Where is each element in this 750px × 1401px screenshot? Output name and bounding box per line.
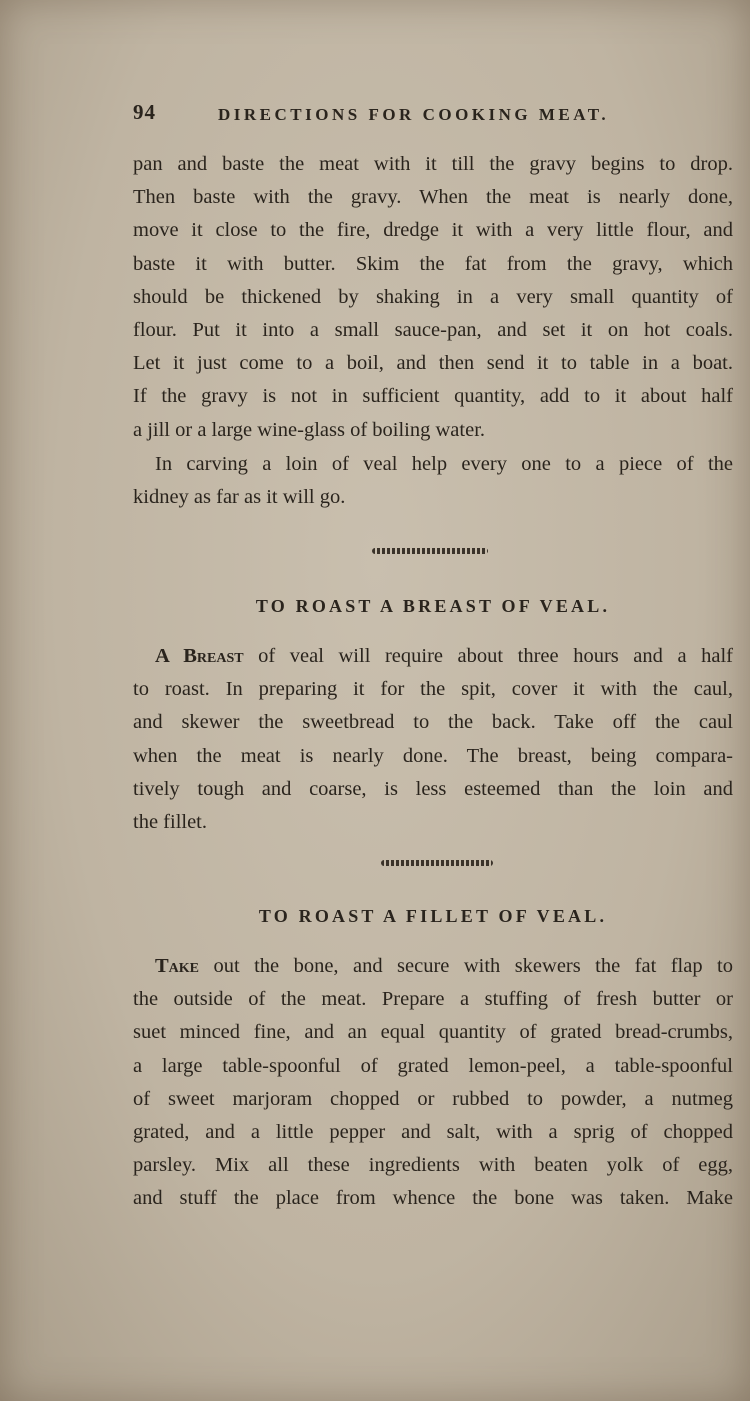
text-line: the fillet. [133,811,208,834]
text-line: and stuff the place from whence the bone was taken. Make [133,1187,733,1210]
text-line: grated, and a little pepper and salt, with a sprig of chopped [133,1121,733,1144]
page-number: 94 [133,100,156,124]
section-divider-ornament [381,860,493,866]
text-line: when the meat is nearly done. The breast, being compara- [133,744,733,767]
paragraph-fillet [133,950,733,1216]
text-line: suet minced fine, and an equal quantity of grated bread-crumbs, [133,1021,733,1044]
text-line: and skewer the sweetbread to the back. Take off the caul [133,711,733,734]
text-line: Then baste with the gravy. When the meat is nearly done, [133,186,733,209]
lead-small-caps: A Breast [155,645,244,667]
lead-small-caps: Take [155,955,200,977]
text-line: should be thickened by shaking in a very small quantity of [133,285,733,308]
text-line: If the gravy is not in sufficient quantity, add to it about half [133,385,733,408]
text-run: of veal will require about three hours and a half [243,645,733,667]
section-heading-breast: TO ROAST A BREAST OF VEAL. [255,596,611,616]
text-line [133,640,733,673]
text-run: out the bone, and secure with skewers the fat flap to [199,955,733,977]
paragraph-breast [133,640,733,839]
paragraph-carving [133,448,733,514]
running-head: DIRECTIONS FOR COOKING MEAT. [218,105,610,124]
text-line: a large table-spoonful of grated lemon-peel, a table-spoonful [133,1054,733,1077]
text-line [133,950,733,983]
text-line: the outside of the meat. Prepare a stuffing of fresh butter or [133,988,733,1011]
text-line: pan and baste the meat with it till the gravy begins to drop. [133,153,733,175]
text-line: parsley. Mix all these ingredients with beaten yolk of egg, [133,1154,733,1177]
text-line: In carving a loin of veal help every one to a piece of the [155,453,733,475]
text-line: move it close to the fire, dredge it with a very little flour, and [133,219,733,242]
text-line: of sweet marjoram chopped or rubbed to powder, a nutmeg [133,1087,733,1110]
paragraph-gravy [133,148,733,447]
text-line: Let it just come to a boil, and then send it to table in a boat. [133,352,733,375]
page-header [133,100,733,134]
text-line: to roast. In preparing it for the spit, cover it with the caul, [133,678,733,701]
text-line: flour. Put it into a small sauce-pan, and set it on hot coals. [133,319,733,342]
section-divider-ornament [372,548,488,554]
text-line: kidney as far as it will go. [133,486,346,509]
text-line: tively tough and coarse, is less esteemed than the loin and [133,777,733,800]
text-line: a jill or a large wine-glass of boiling water. [133,418,486,441]
section-heading-fillet: TO ROAST A FILLET OF VEAL. [258,906,608,926]
text-line: baste it with butter. Skim the fat from the gravy, which [133,252,733,275]
